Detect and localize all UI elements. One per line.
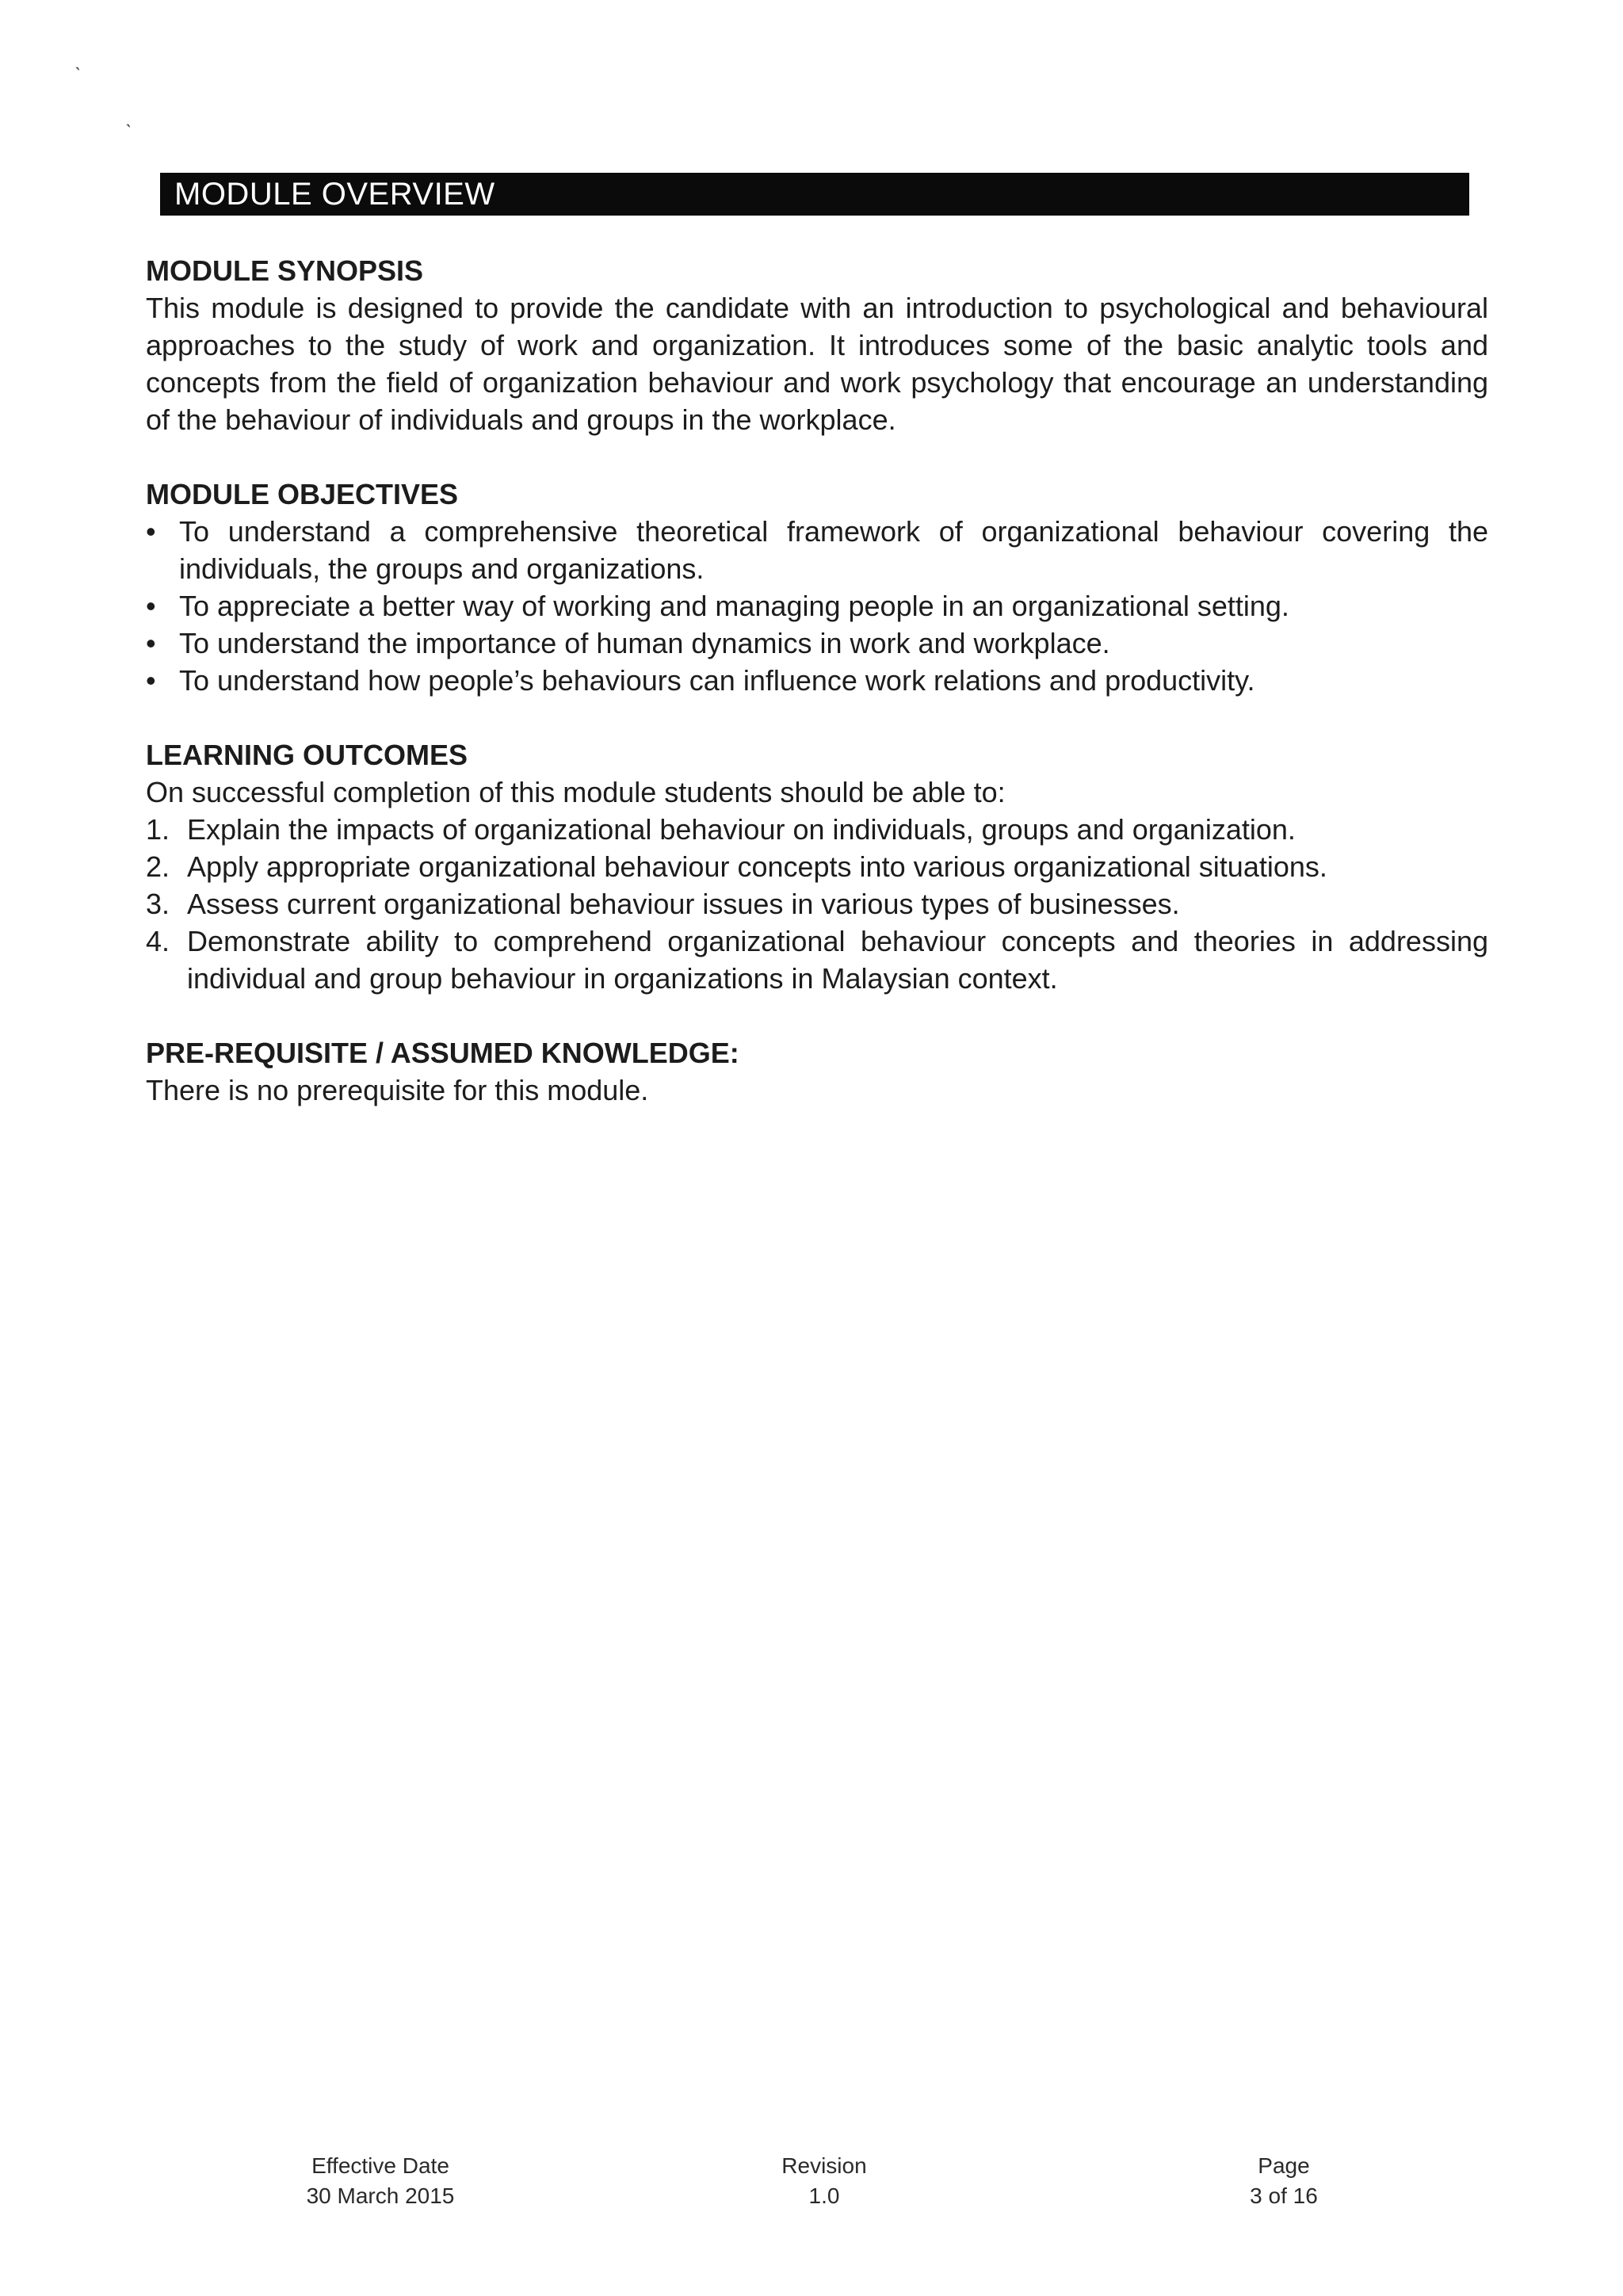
outcome-text: Apply appropriate organizational behaviour concepts into various organizational situations. bbox=[187, 850, 1327, 883]
list-item bbox=[146, 885, 1488, 923]
outcome-text: Demonstrate ability to comprehend organizational behaviour concepts and theories in addressing individual and group behaviour in organizations in Malaysian context. bbox=[187, 925, 1488, 995]
list-item bbox=[146, 848, 1488, 885]
document-body bbox=[146, 252, 1488, 1109]
footer-revision bbox=[753, 2151, 896, 2211]
synopsis-text: This module is designed to provide the candidate with an introduction to psychological and behavioural approaches to the study of work and organization. It introduces some of the basic analytic tools and concepts from the field of organization behaviour and work psychology that encourage an understanding of the behaviour of individuals and groups in the workplace. bbox=[146, 292, 1488, 436]
prerequisite-text: There is no prerequisite for this module. bbox=[146, 1074, 649, 1106]
list-item bbox=[146, 625, 1488, 662]
effective-date-label: Effective Date bbox=[311, 2153, 449, 2178]
item-number: 4. bbox=[146, 925, 170, 957]
bullet-icon: • bbox=[146, 590, 156, 622]
item-number: 1. bbox=[146, 813, 170, 846]
objectives-list bbox=[146, 513, 1488, 699]
outcomes-intro: On successful completion of this module students should be able to: bbox=[146, 776, 1006, 808]
list-item bbox=[146, 587, 1488, 625]
list-item bbox=[146, 662, 1488, 699]
objective-text: To appreciate a better way of working and managing people in an organizational setting. bbox=[179, 590, 1289, 622]
page-label: Page bbox=[1258, 2153, 1310, 2178]
page-value: 3 of 16 bbox=[1250, 2183, 1318, 2208]
footer-effective-date bbox=[285, 2151, 475, 2211]
effective-date-value: 30 March 2015 bbox=[306, 2183, 455, 2208]
objective-text: To understand how people’s behaviours can influence work relations and productivity. bbox=[179, 664, 1255, 697]
bullet-icon: • bbox=[146, 627, 156, 659]
objective-text: To understand the importance of human dynamics in work and workplace. bbox=[179, 627, 1110, 659]
outcomes-list bbox=[146, 811, 1488, 997]
scan-mark: ˎ bbox=[125, 103, 133, 128]
scan-mark: ˎ bbox=[74, 46, 82, 71]
outcome-text: Assess current organizational behaviour issues in various types of businesses. bbox=[187, 888, 1180, 920]
revision-value: 1.0 bbox=[808, 2183, 840, 2208]
banner-title: MODULE OVERVIEW bbox=[174, 177, 495, 212]
list-item bbox=[146, 513, 1488, 587]
synopsis-heading: MODULE SYNOPSIS bbox=[146, 254, 424, 287]
list-item bbox=[146, 923, 1488, 997]
revision-label: Revision bbox=[781, 2153, 867, 2178]
list-item bbox=[146, 811, 1488, 848]
item-number: 2. bbox=[146, 850, 170, 883]
objectives-heading: MODULE OBJECTIVES bbox=[146, 478, 459, 510]
prerequisite-heading: PRE-REQUISITE / ASSUMED KNOWLEDGE: bbox=[146, 1037, 739, 1069]
footer-page bbox=[1205, 2151, 1363, 2211]
bullet-icon: • bbox=[146, 664, 156, 697]
section-banner bbox=[160, 173, 1469, 216]
outcomes-heading: LEARNING OUTCOMES bbox=[146, 739, 468, 771]
outcome-text: Explain the impacts of organizational behaviour on individuals, groups and organization. bbox=[187, 813, 1296, 846]
item-number: 3. bbox=[146, 888, 170, 920]
bullet-icon: • bbox=[146, 515, 156, 548]
objective-text: To understand a comprehensive theoretical framework of organizational behaviour covering the individuals, the groups and organizations. bbox=[179, 515, 1488, 585]
